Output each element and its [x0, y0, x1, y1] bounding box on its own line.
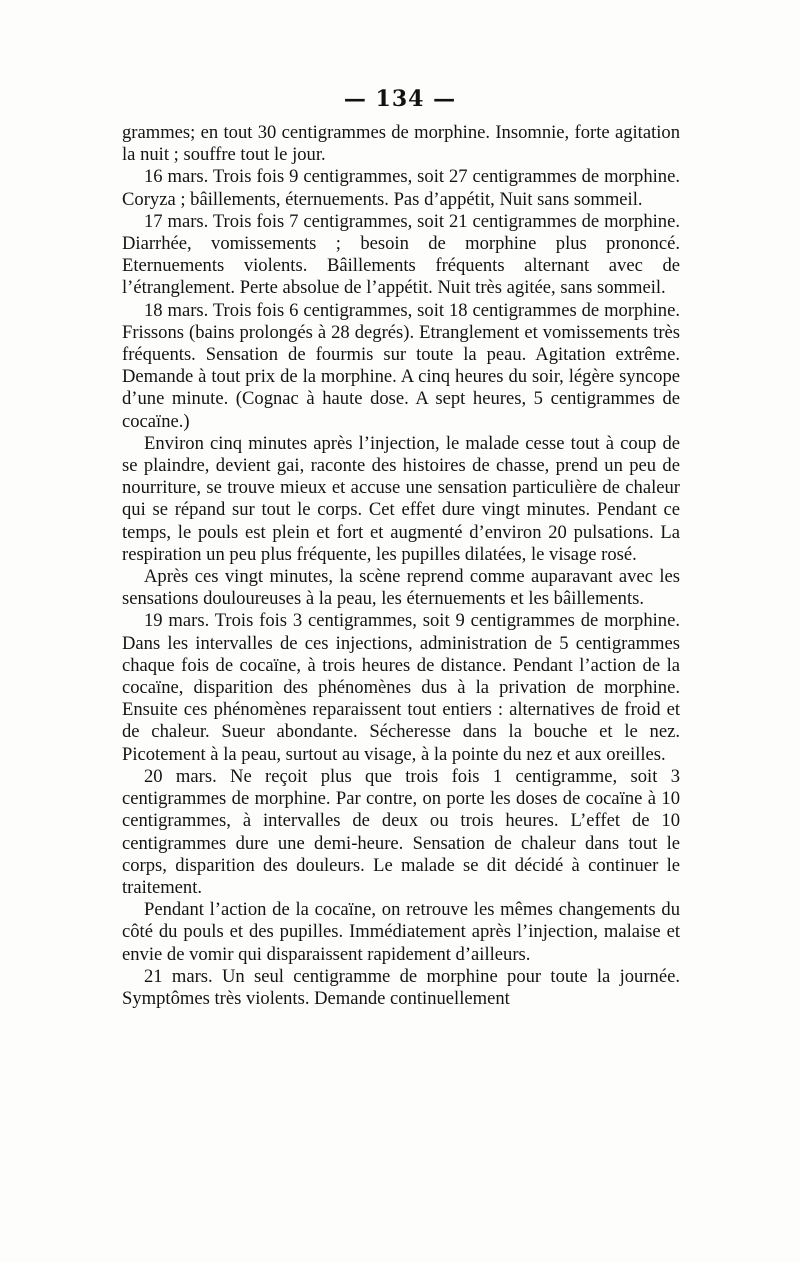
paragraph-injection-effect: Environ cinq minutes après l’injection, le malade cesse tout à coup de se plaindre, devient gai, raconte des histoires de chasse, prend un peu de nourriture, se trouve mieux et accuse une sensation particulière de chaleur qui se répand sur tout le corps. Cet effet dure vingt minutes. Pendant ce temps, le pouls est plein et fort et augmenté d’environ 20 pulsations. La respiration un peu plus fréquente, les pupilles dilatées, le visage rosé. — [122, 432, 680, 565]
page-number: — 134 — — [343, 86, 457, 112]
paragraph-17-mars: 17 mars. Trois fois 7 centigrammes, soit 21 centigrammes de morphine. Diarrhée, vomissements ; besoin de morphine plus prononcé. Eternuements violents. Bâillements fréquents alternant avec de l’étranglement. Perte absolue de l’appétit. Nuit très agitée, sans sommeil. — [122, 210, 680, 299]
paragraph-20-mars: 20 mars. Ne reçoit plus que trois fois 1 centigramme, soit 3 centigrammes de morphine. Par contre, on porte les doses de cocaïne à 10 centigrammes, à intervalles de deux ou trois heures. L’effet de 10 centigrammes dure une demi-heure. Sensation de chaleur dans tout le corps, disparition des douleurs. Le malade se dit décidé à continuer le traitement. — [122, 765, 680, 898]
paragraph-continuation: grammes; en tout 30 centigrammes de morphine. Insomnie, forte agitation la nuit ; souffre tout le jour. — [122, 122, 680, 166]
paragraph-21-mars: 21 mars. Un seul centigramme de morphine pour toute la journée. Symptômes très violents. Demande continuellement — [122, 965, 680, 1009]
paragraph-after-twenty-minutes: Après ces vingt minutes, la scène reprend comme auparavant avec les sensations douloureuses à la peau, les éternuements et les bâillements. — [122, 566, 680, 610]
paragraph-16-mars: 16 mars. Trois fois 9 centigrammes, soit 27 centigrammes de morphine. Coryza ; bâillements, éternuements. Pas d’appétit, Nuit sans sommeil. — [122, 166, 680, 210]
paragraph-19-mars: 19 mars. Trois fois 3 centigrammes, soit 9 centigrammes de morphine. Dans les intervalles de ces injections, administration de 5 centigrammes chaque fois de cocaïne, à trois heures de distance. Pendant l’action de la cocaïne, disparition des phénomènes dus à la privation de morphine. Ensuite ces phénomènes reparaissent tout entiers : alternatives de froid et de chaleur. Sueur abondante. Sécheresse dans la bouche et le nez. Picotement à la peau, surtout au visage, à la pointe du nez et aux oreilles. — [122, 610, 680, 765]
paragraph-cocaine-action: Pendant l’action de la cocaïne, on retrouve les mêmes changements du côté du pouls et des pupilles. Immédiatement après l’injection, malaise et envie de vomir qui disparaissent rapidement d’ailleurs. — [122, 899, 680, 965]
paragraph-18-mars: 18 mars. Trois fois 6 centigrammes, soit 18 centigrammes de morphine. Frissons (bains prolongés à 28 degrés). Etranglement et vomissements très fréquents. Sensation de fourmis sur toute la peau. Agitation extrême. Demande à tout prix de la morphine. A cinq heures du soir, légère syncope d’une minute. (Cognac à haute dose. A sept heures, 5 centigrammes de cocaïne.) — [122, 299, 680, 432]
body-text — [122, 122, 680, 1010]
